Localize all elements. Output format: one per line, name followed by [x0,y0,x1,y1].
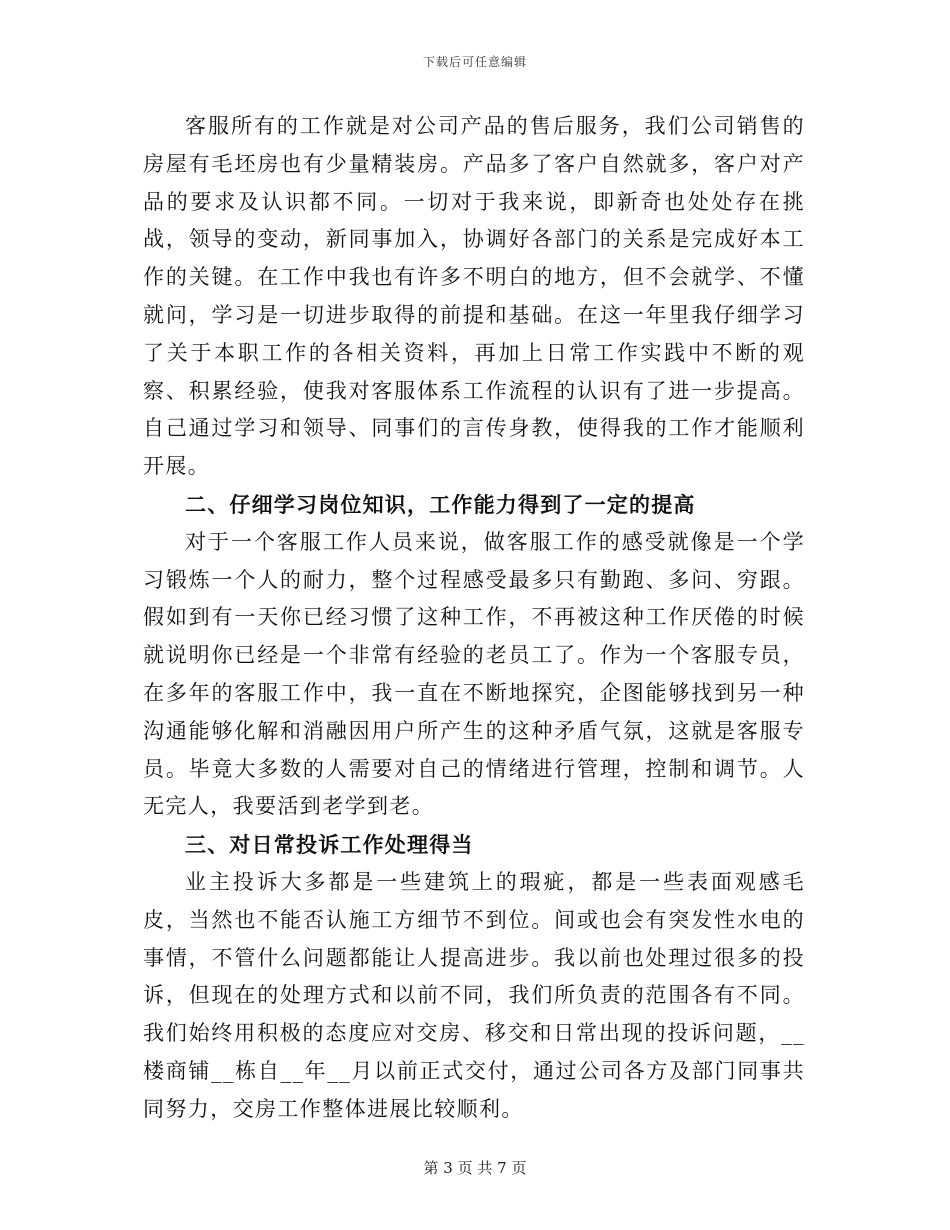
body-paragraph-1: 客服所有的工作就是对公司产品的售后服务，我们公司销售的房屋有毛坯房也有少量精装房。产品多了客户自然就多，客户对产品的要求及认识都不同。一切对于我来说，即新奇也处处存在挑战，领导的变动，新同事加入，协调好各部门的关系是完成好本工作的关键。在工作中我也有许多不明白的地方，但不会就学、不懂就问，学习是一切进步取得的前提和基础。在这一年里我仔细学习了关于本职工作的各相关资料，再加上日常工作实践中不断的观察、积累经验，使我对客服体系工作流程的认识有了进一步提高。自己通过学习和领导、同事们的言传身教，使得我的工作才能顺利开展。 [143,114,805,479]
document-body [143,108,805,1129]
body-paragraph-2: 对于一个客服工作人员来说，做客服工作的感受就像是一个学习锻炼一个人的耐力，整个过程感受最多只有勤跑、多问、穷跟。假如到有一天你已经习惯了这种工作，不再被这种工作厌倦的时候就说明你已经是一个非常有经验的老员工了。作为一个客服专员，在多年的客服工作中，我一直在不断地探究，企图能够找到另一种沟通能够化解和消融因用户所产生的这种矛盾气氛，这就是客服专员。毕竟大多数的人需要对自己的情绪进行管理，控制和调节。人无完人，我要活到老学到老。 [143,529,805,819]
page-header-note: 下载后可任意编辑 [422,55,527,69]
section-heading-3: 三、对日常投诉工作处理得当 [185,832,474,858]
section-heading-2: 二、仔细学习岗位知识，工作能力得到了一定的提高 [185,491,696,517]
body-paragraph-3: 业主投诉大多都是一些建筑上的瑕疵，都是一些表面观感毛皮，当然也不能否认施工方细节不到位。间或也会有突发性水电的事情，不管什么问题都能让人提高进步。我以前也处理过很多的投诉，但现在的处理方式和以前不同，我们所负责的范围各有不同。我们始终用积极的态度应对交房、移交和日常出现的投诉问题，__楼商铺__栋自__年__月以前正式交付，通过公司各方及部门同事共同努力，交房工作整体进展比较顺利。 [143,869,805,1121]
page-number: 第 3 页 共 7 页 [423,1159,527,1177]
